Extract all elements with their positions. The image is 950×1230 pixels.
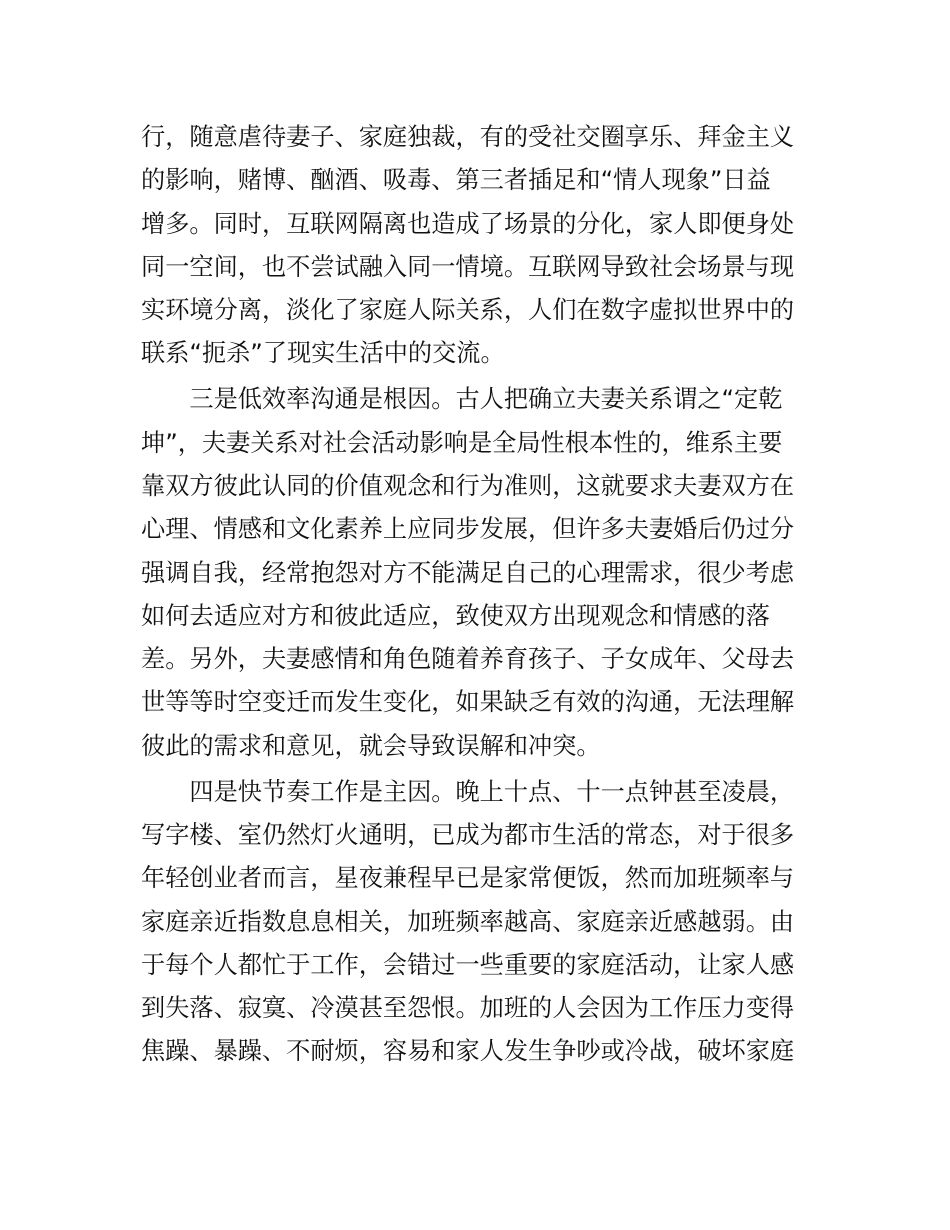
document-page: [141, 116, 813, 1074]
text-line: 四是快节奏工作是主因。晚上十点、十一点钟甚至凌晨，: [141, 777, 795, 806]
text-line: 强调自我，经常抱怨对方不能满足自己的心理需求，很少考虑: [141, 558, 795, 587]
text-line: 年轻创业者而言，星夜兼程早已是家常便饭，然而加班频率与: [141, 864, 795, 893]
text-line: 写字楼、室仍然灯火通明，已成为都市生活的常态，对于很多: [141, 820, 795, 849]
paragraph-3: [141, 771, 813, 1074]
text-line: 差。另外，夫妻感情和角色随着养育孩子、子女成年、父母去: [141, 645, 795, 674]
text-line: 同一空间，也不尝试融入同一情境。互联网导致社会场景与现: [141, 252, 795, 281]
text-line: 行，随意虐待妻子、家庭独裁，有的受社交圈享乐、拜金主义: [141, 123, 795, 151]
text-line: 增多。同时，互联网隔离也造成了场景的分化，家人即便身处: [141, 209, 795, 238]
text-line: 心理、情感和文化素养上应同步发展，但许多夫妻婚后仍过分: [141, 515, 795, 544]
text-line: 焦躁、暴躁、不耐烦，容易和家人发生争吵或冷战，破坏家庭: [141, 1037, 795, 1066]
text-line: 联系“扼杀”了现实生活中的交流。: [141, 339, 505, 368]
text-line: 的影响，赌博、酗酒、吸毒、第三者插足和“情人现象”日益: [141, 166, 771, 195]
text-line: 世等等时空变迁而发生变化，如果缺乏有效的沟通，无法理解: [141, 688, 795, 717]
text-line: 三是低效率沟通是根因。古人把确立夫妻关系谓之“定乾: [141, 385, 783, 414]
paragraph-2: [141, 378, 813, 768]
text-line: 家庭亲近指数息息相关，加班频率越高、家庭亲近感越弱。由: [141, 907, 795, 936]
text-line: 靠双方彼此认同的价值观念和行为准则，这就要求夫妻双方在: [141, 471, 795, 500]
paragraph-1: [141, 116, 813, 376]
text-line: 实环境分离，淡化了家庭人际关系，人们在数字虚拟世界中的: [141, 296, 795, 325]
text-line: 于每个人都忙于工作，会错过一些重要的家庭活动，让家人感: [141, 950, 795, 979]
text-line: 坤”，夫妻关系对社会活动影响是全局性根本性的，维系主要: [141, 428, 783, 457]
text-line: 彼此的需求和意见，就会导致误解和冲突。: [141, 731, 601, 760]
text-line: 到失落、寂寞、冷漠甚至怨恨。加班的人会因为工作压力变得: [141, 994, 795, 1023]
text-line: 如何去适应对方和彼此适应，致使双方出现观念和情感的落: [141, 601, 770, 630]
